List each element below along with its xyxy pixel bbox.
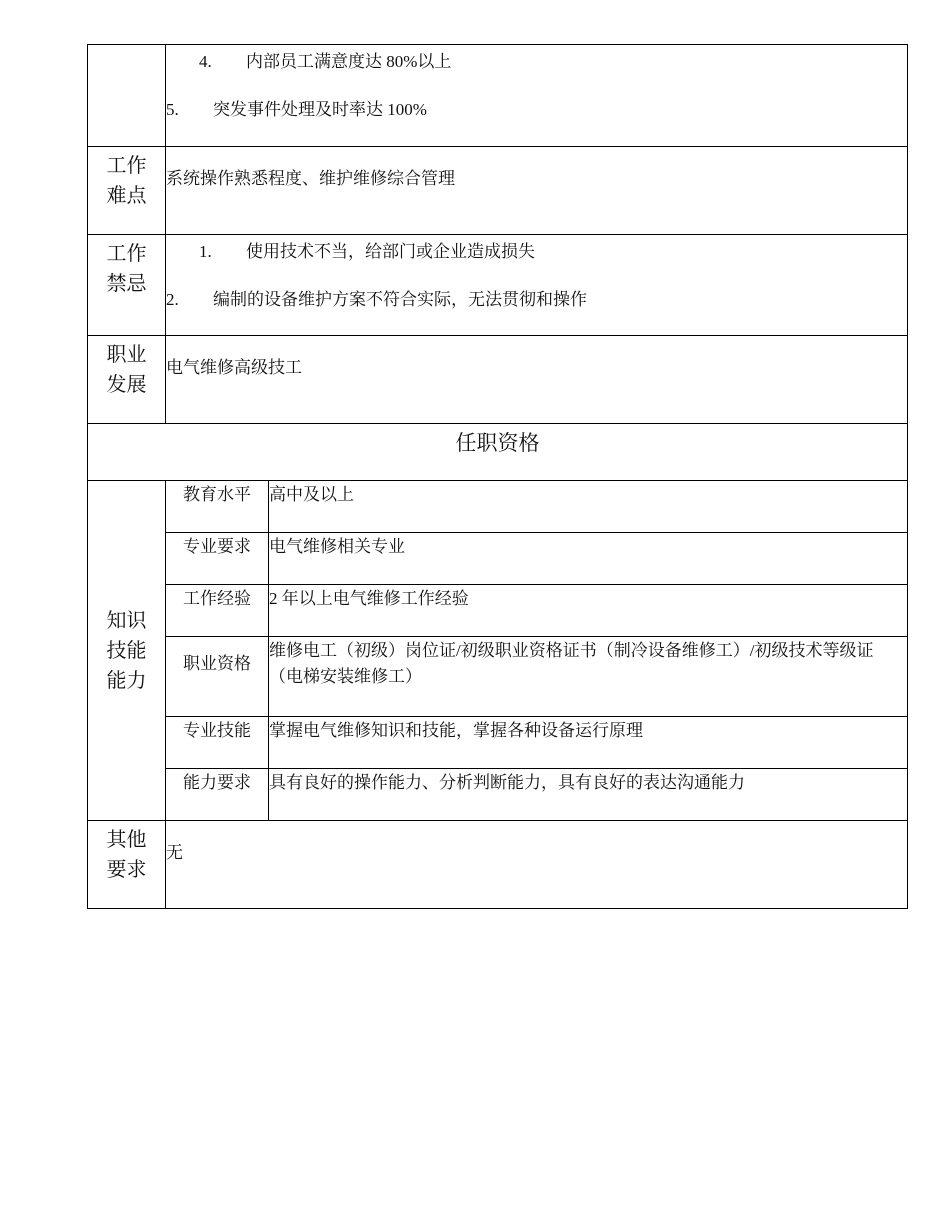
label-line: 难点 (106, 185, 147, 207)
certificate-label: 职业资格 (166, 637, 269, 717)
certificate-value: 维修电工（初级）岗位证/初级职业资格证书（制冷设备维修工）/初级技术等级证（电梯安装维修工） (269, 637, 908, 717)
experience-label: 工作经验 (166, 585, 269, 637)
table-row (88, 533, 908, 585)
label-line: 工作 (106, 155, 147, 177)
label-line: 工作 (106, 243, 147, 265)
skill-value: 掌握电气维修知识和技能，掌握各种设备运行原理 (269, 717, 908, 769)
label-line: 发展 (106, 374, 147, 396)
label-line: 要求 (106, 859, 147, 881)
item-number: 4. (199, 52, 212, 71)
taboo-label (88, 235, 166, 336)
label-line: 技能 (106, 639, 147, 662)
difficulty-row (88, 147, 908, 235)
item-text: 编制的设备维护方案不符合实际，无法贯彻和操作 (213, 290, 587, 309)
label-line: 能力 (106, 669, 147, 692)
list-item (166, 45, 907, 93)
item-number: 2. (166, 290, 179, 309)
item-number: 5. (166, 100, 179, 119)
table-row (88, 637, 908, 717)
list-item (166, 93, 907, 141)
career-text: 电气维修高级技工 (166, 336, 908, 424)
career-row (88, 336, 908, 424)
knowledge-label (88, 481, 166, 821)
difficulty-label (88, 147, 166, 235)
education-label: 教育水平 (166, 481, 269, 533)
table-row (88, 481, 908, 533)
career-label (88, 336, 166, 424)
education-value: 高中及以上 (269, 481, 908, 533)
label-line: 职业 (106, 344, 147, 366)
ability-label: 能力要求 (166, 769, 269, 821)
label-line: 知识 (106, 609, 147, 632)
table-row (88, 585, 908, 637)
item-text: 内部员工满意度达 80%以上 (246, 52, 452, 71)
item-text: 使用技术不当，给部门或企业造成损失 (246, 242, 535, 261)
skill-label: 专业技能 (166, 717, 269, 769)
major-label: 专业要求 (166, 533, 269, 585)
major-value: 电气维修相关专业 (269, 533, 908, 585)
label-line: 禁忌 (106, 273, 147, 295)
ability-value: 具有良好的操作能力、分析判断能力，具有良好的表达沟通能力 (269, 769, 908, 821)
job-description-table (87, 44, 908, 909)
item-number: 1. (199, 242, 212, 261)
table-row (88, 717, 908, 769)
performance-content (166, 45, 908, 147)
other-row (88, 821, 908, 909)
performance-label-cell (88, 45, 166, 147)
label-line: 其他 (106, 829, 147, 851)
qualification-row (88, 424, 908, 481)
other-text: 无 (166, 821, 908, 909)
item-text: 突发事件处理及时率达 100% (213, 100, 427, 119)
experience-value: 2 年以上电气维修工作经验 (269, 585, 908, 637)
section-title: 任职资格 (88, 424, 908, 481)
taboo-content (166, 235, 908, 336)
list-item (166, 235, 907, 283)
taboo-row (88, 235, 908, 336)
performance-row (88, 45, 908, 147)
list-item (166, 283, 907, 331)
table-row (88, 769, 908, 821)
difficulty-text: 系统操作熟悉程度、维护维修综合管理 (166, 147, 908, 235)
other-label (88, 821, 166, 909)
